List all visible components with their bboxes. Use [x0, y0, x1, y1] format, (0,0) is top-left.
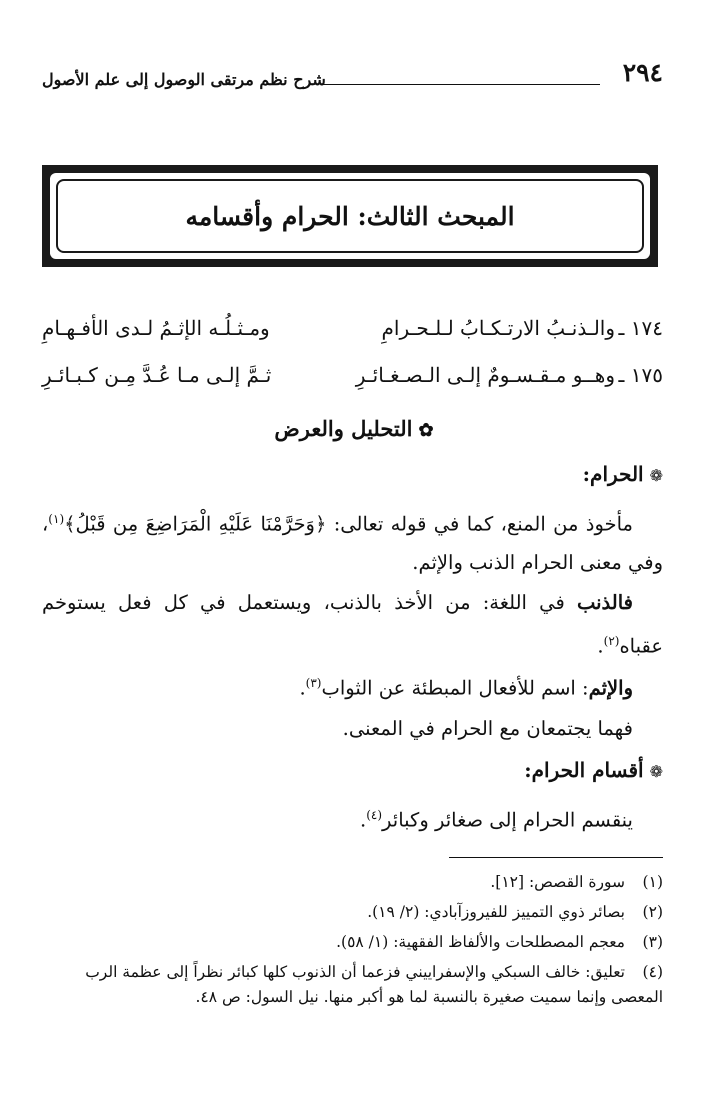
verse-175: [42, 359, 663, 395]
verse-hemistich-second: ومـثـلُـه الإثـمُ لـدى الأفـهـامِ: [42, 316, 270, 340]
footnote-4: (٤)تعليق: خالف السبكي والإسفراييني فزعما أن الذنوب كلها كبائر نظراً إلى عظمة الرب المعصى وإنما سميت صغيرة بالنسبة لما هو أكبر منها. نيل السول: ص ٤٨.: [85, 963, 663, 1006]
footnote-ref: (٢): [603, 634, 620, 648]
dhanb-paragraph: فالذنب في اللغة: من الأخذ بالذنب، ويستعمل في كل فعل يستوخم عقباه$^{(٢)}$.: [42, 591, 663, 658]
page-number: ٢٩٤: [622, 58, 663, 87]
chapter-title-frame: [42, 165, 658, 267]
haram-heading: ❁الحرام:: [582, 462, 663, 486]
verse-number: ١٧٤ ـ: [618, 316, 663, 340]
ithm-paragraph: والإثم: اسم للأفعال المبطئة عن الثواب$^{(٣)}$.: [299, 676, 633, 700]
footnote-ref: (١): [48, 512, 65, 526]
verse-number: ١٧٥ ـ: [618, 363, 663, 387]
rosette-bullet-icon: ❁: [649, 466, 663, 485]
term-ithm: والإثم: [588, 676, 633, 700]
header-rule: [322, 84, 600, 85]
verse-174: [42, 312, 663, 348]
footnote-rule: [449, 857, 663, 858]
footnote-2: (٢)بصائر ذوي التمييز للفيروزآبادي: (٢/ ١٩).: [367, 903, 663, 921]
flower-ornament-icon: ✿: [418, 420, 434, 441]
analysis-heading-text: التحليل والعرض: [274, 416, 413, 441]
verse-hemistich-first: والـذنـبُ الارتـكـابُ لـلـحـرامِ: [381, 316, 615, 340]
chapter-title: المبحث الثالث: الحرام وأقسامه: [185, 201, 515, 231]
rosette-bullet-icon: ❁: [649, 762, 663, 781]
verse-hemistich-second: ثـمَّ إلـى مـا عُـدَّ مِـن كـبـائـرِ: [42, 363, 272, 387]
term-dhanb: فالذنب: [576, 591, 633, 614]
combined-paragraph: فهما يجتمعان مع الحرام في المعنى.: [342, 717, 633, 740]
division-paragraph: ينقسم الحرام إلى صغائر وكبائر$^{(٤)}$.: [360, 808, 633, 832]
footnote-ref: (٣): [305, 676, 322, 690]
verse-hemistich-first: وهــو مـقـسـومٌ إلـى الـصـغـائـرِ: [355, 363, 615, 387]
division-heading: ❁أقسام الحرام:: [524, 758, 663, 782]
haram-paragraph: مأخوذ من المنع، كما في قوله تعالى: ﴿وَحَرَّمْنَا عَلَيْهِ الْمَرَاضِعَ مِن قَبْلُ﴾$^{(١)}$، وفي معنى الحرام الذنب والإثم.: [42, 512, 663, 574]
footnote-3: (٣)معجم المصطلحات والألفاظ الفقهية: (١/ ٥٨).: [336, 933, 663, 951]
analysis-heading: [0, 416, 708, 441]
footnote-ref: (٤): [366, 808, 383, 822]
running-title: شرح نظم مرتقى الوصول إلى علم الأصول: [42, 70, 326, 89]
footnote-1: (١)سورة القصص: [١٢].: [490, 873, 663, 891]
